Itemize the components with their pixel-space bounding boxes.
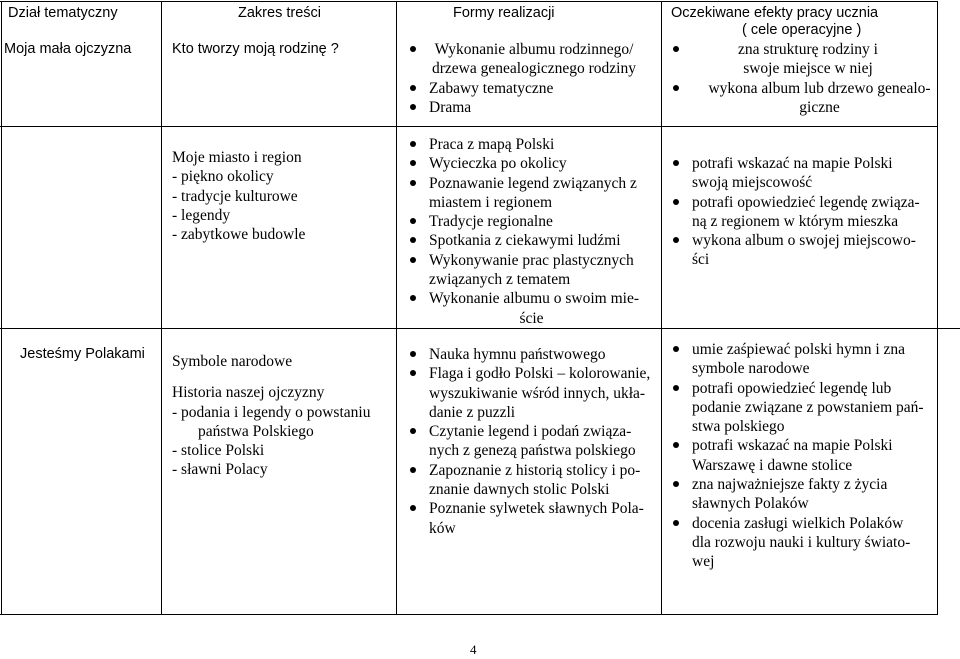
bullet-icon <box>410 85 416 91</box>
list-item: Praca z mapą Polski <box>407 135 637 154</box>
list-item: wykona album lub drzewo genealo- giczne <box>670 79 947 118</box>
row1-zakres: Kto tworzy moją rodzinę ? <box>172 41 339 57</box>
list-item: Spotkania z ciekawymi ludźmi <box>407 231 637 250</box>
list-item: Poznawanie legend związanych z miastem i regionem <box>407 174 637 213</box>
bullet-icon <box>673 46 679 52</box>
list-item: Zabawy tematyczne <box>407 79 639 98</box>
row2-formy-list <box>407 135 637 328</box>
page-number: 4 <box>470 642 477 657</box>
bullet-icon <box>673 520 679 526</box>
bullet-icon <box>673 346 679 352</box>
bullet-icon <box>673 385 679 391</box>
bullet-icon <box>410 104 416 110</box>
grid-line <box>0 328 960 329</box>
list-item: wykona album o swojej miejscowo- ści <box>670 231 920 270</box>
row3-zakres: Symbole narodowe Historia naszej ojczyzny - podania i legendy o powstaniu państwa Polskiego - stolice Polski - sławni Polacy <box>172 353 371 479</box>
list-item: Zapoznanie z historią stolicy i po- znanie dawnych stolic Polski <box>407 461 650 500</box>
bullet-icon <box>410 295 416 301</box>
row3-dzial: Jesteśmy Polakami <box>20 346 145 362</box>
bullet-icon <box>410 46 416 52</box>
row1-efekty-list <box>670 40 947 117</box>
list-item: Nauka hymnu państwowego <box>407 345 650 364</box>
bullet-icon <box>410 428 416 434</box>
bullet-icon <box>673 199 679 205</box>
list-item: docenia zasługi wielkich Polaków dla rozwoju nauki i kultury świato- wej <box>670 514 924 572</box>
list-item: Wycieczka po okolicy <box>407 154 637 173</box>
list-item: potrafi opowiedzieć legendę lub podanie związane z powstaniem pań- stwa polskiego <box>670 379 924 437</box>
bullet-icon <box>673 237 679 243</box>
grid-line <box>396 1 397 615</box>
bullet-icon <box>410 370 416 376</box>
bullet-icon <box>410 351 416 357</box>
list-item: potrafi wskazać na mapie Polski swoją miejscowość <box>670 154 920 193</box>
row3-zakres-title: Symbole narodowe <box>172 353 293 370</box>
grid-line <box>0 614 937 615</box>
row3-formy-list <box>407 345 650 538</box>
bullet-icon <box>410 218 416 224</box>
bullet-icon <box>410 180 416 186</box>
row2-efekty-list <box>670 154 920 270</box>
list-item: Czytanie legend i podań związa- nych z genezą państwa polskiego <box>407 422 650 461</box>
row1-formy-list <box>407 40 639 117</box>
header-dzial: Dział tematyczny <box>8 5 118 21</box>
list-item: umie zaśpiewać polski hymn i zna symbole narodowe <box>670 340 924 379</box>
bullet-icon <box>410 505 416 511</box>
list-item: Drama <box>407 98 639 117</box>
list-item: potrafi wskazać na mapie Polski Warszawę i dawne stolice <box>670 436 924 475</box>
list-item: zna strukturę rodziny i swoje miejsce w niej <box>670 40 947 79</box>
header-zakres: Zakres treści <box>238 5 321 21</box>
row3-efekty-list <box>670 340 924 572</box>
grid-line <box>0 126 937 127</box>
list-item: zna najważniejsze fakty z życia sławnych Polaków <box>670 475 924 514</box>
list-item: Wykonanie albumu o swoim mie- ście <box>407 289 637 328</box>
row1-dzial: Moja mała ojczyzna <box>4 41 132 57</box>
row2-zakres: Moje miasto i region - piękno okolicy - tradycje kulturowe - legendy - zabytkowe budowle <box>172 149 306 244</box>
header-efekty: Oczekiwane efekty pracy ucznia <box>671 5 879 21</box>
bullet-icon <box>410 467 416 473</box>
list-item: Flaga i godło Polski – kolorowanie, wyszukiwanie wśród innych, ukła- danie z puzzli <box>407 364 650 422</box>
bullet-icon <box>410 160 416 166</box>
bullet-icon <box>673 85 679 91</box>
bullet-icon <box>673 481 679 487</box>
list-item: Wykonanie albumu rodzinnego/ drzewa genealogicznego rodziny <box>407 40 639 79</box>
list-item: Poznanie sylwetek sławnych Pola- ków <box>407 499 650 538</box>
header-efekty-sub: ( cele operacyjne ) <box>742 22 862 38</box>
grid-line <box>661 1 662 615</box>
bullet-icon <box>410 141 416 147</box>
grid-line <box>161 1 162 615</box>
header-formy: Formy realizacji <box>453 5 555 21</box>
bullet-icon <box>673 442 679 448</box>
grid-line <box>0 1 937 2</box>
bullet-icon <box>410 257 416 263</box>
grid-line <box>1 1 2 615</box>
bullet-icon <box>673 160 679 166</box>
list-item: potrafi opowiedzieć legendę związa- ną z regionem w którym mieszka <box>670 193 920 232</box>
list-item: Tradycje regionalne <box>407 212 637 231</box>
list-item: Wykonywanie prac plastycznych związanych z tematem <box>407 251 637 290</box>
bullet-icon <box>410 237 416 243</box>
